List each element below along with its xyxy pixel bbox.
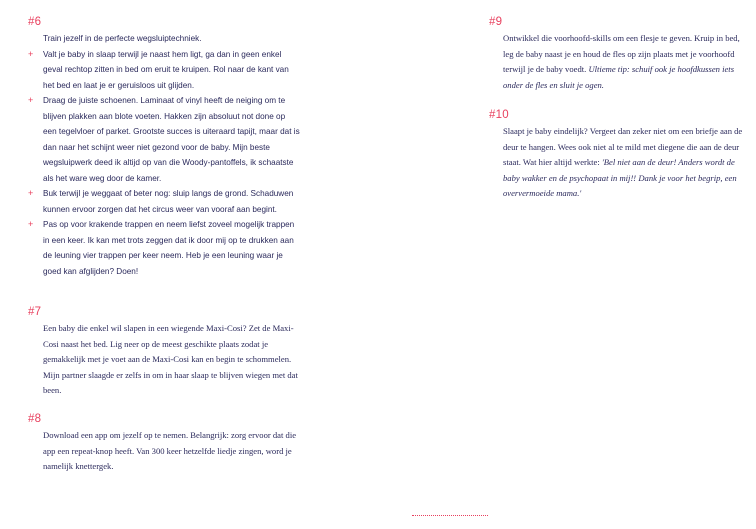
section-9-text: Ontwikkel die voorhoofd-skills om een flesje te geven. Kruip in bed, leg de baby naast je en houd de fles op zijn plaats met je voorhoofd terwijl je de baby voedt. [503,33,740,74]
section-6-number: #6 [28,16,42,28]
bullet-text: Valt je baby in slaap terwijl je naast hem ligt, ga dan in geen enkel geval rechtop zitten in bed om eruit te kruipen. Rol naar de kant van het bed en laat je er geruisloos uit glijden. [43,49,289,90]
section-10 [489,108,751,202]
list-item [28,47,300,94]
section-8-text: Download een app om jezelf op te nemen. Belangrijk: zorg ervoor dat die app een repeat-knop heeft. Van 300 keer hetzelfde liedje zingen, word je namelijk knettergek. [43,430,297,471]
section-6-bullet-list [28,47,300,280]
plus-icon: + [28,95,34,105]
list-item [28,217,300,279]
section-6 [28,15,300,279]
bullet-text: Buk terwijl je weggaat of beter nog: sluip langs de grond. Schaduwen kunnen ervoor zorgen dat het circus weer van vooraf aan begint. [43,189,294,214]
plus-icon: + [28,48,34,59]
section-9-number: #9 [489,16,503,28]
bullet-text: Pas op voor krakende trappen en neem liefst zoveel mogelijk trappen in een keer. Ik kan met trots zeggen dat ik door mij op te drukken aan de leuning vier trappen per keer neem. Heb je een leuning waar je goed kan afglijden? Doen! [43,220,295,276]
section-10-text: Slaapt je baby eindelijk? Vergeet dan zeker niet om een briefje aan de deur te hangen. Wees ook niet al te mild met diegene die aan de deur staat. Wat hier altijd werkte: [503,126,743,167]
section-8-number: #8 [28,413,42,425]
section-7 [28,305,300,399]
section-7-text: Een baby die enkel wil slapen in een wiegende Maxi-Cosi? Zet de Maxi-Cosi naast het bed. Lig neer op de meest geschikte plaats zodat je gemakkelijk met je voet aan de Maxi-Cosi kan en begin te schommelen. Mijn partner slaagde er zelfs in om in haar slaap te blijven wiegen met dat been. [43,323,298,395]
bullet-text: Draag de juiste schoenen. Laminaat of vinyl heeft de neiging om te blijven plakken aan blote voeten. Hakken zijn absoluut not done op een tegelvloer of parket. Grootste succes is uiteraard tapijt, maar dat is dan naar het schijnt weer niet gezond voor de baby. Mijn beste wegsluipwerk deed ik altijd op van die Woody-pantoffels, ik schaatste als het ware weg door de kamer. [43,96,300,183]
section-8 [28,412,300,475]
list-item [28,186,300,217]
plus-icon: + [28,219,34,229]
section-9 [489,15,751,93]
list-item [28,93,300,186]
section-7-number: #7 [28,306,42,318]
section-10-number: #10 [489,109,509,121]
section-9-tip: Ultieme tip: schuif ook je hoofdkussen iets onder de fles en sluit je ogen. [503,64,735,90]
section-9-body [503,31,751,93]
section-10-body [503,124,751,202]
section-10-quote: 'Bel niet aan de deur! Anders wordt de baby wakker en de psychopaat in mij!! Dank je voor het begrip, een oververmoeide mama.' [503,157,737,198]
footer-divider [412,515,488,516]
section-6-intro: Train jezelf in de perfecte wegsluiptechniek. [43,34,202,43]
plus-icon: + [28,188,34,198]
